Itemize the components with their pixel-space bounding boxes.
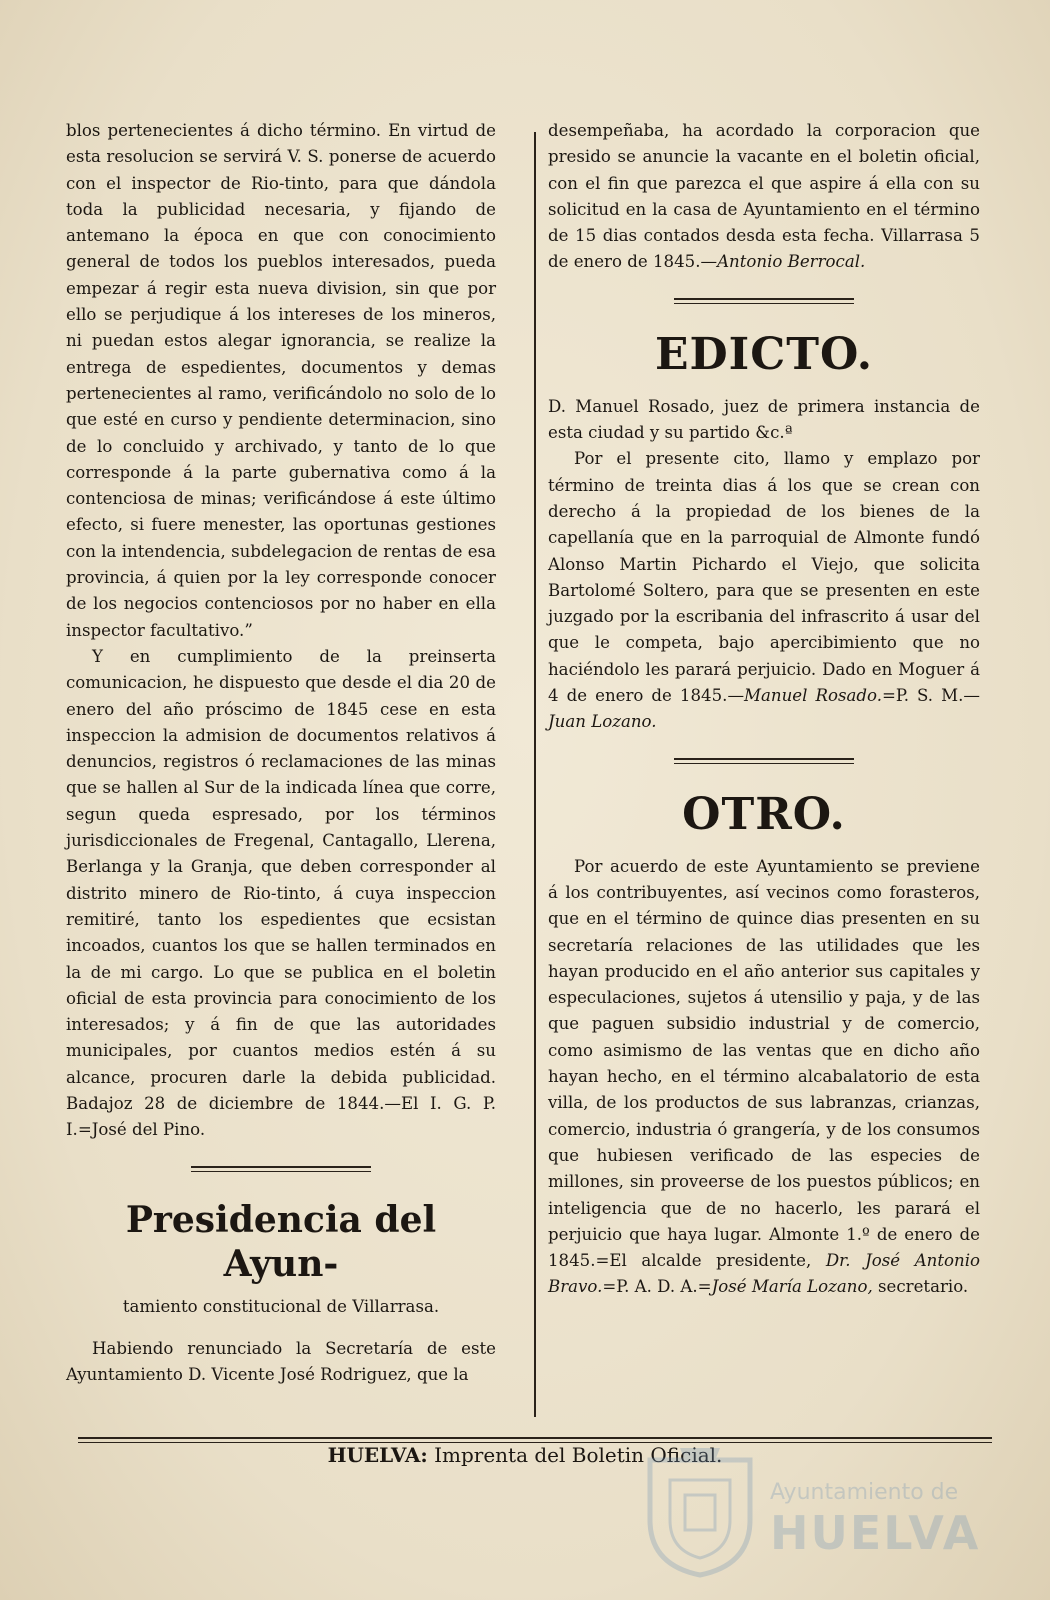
section-separator: [191, 1166, 371, 1172]
watermark-logo: [640, 1440, 980, 1580]
imprint-press: Imprenta del Boletin Oficial.: [434, 1443, 723, 1467]
edicto-intro: D. Manuel Rosado, juez de primera instancia de esta ciudad y su partido &c.ª: [548, 396, 980, 443]
watermark-line-2: HUELVA: [770, 1506, 981, 1560]
signature-berrocal: Antonio Berrocal.: [717, 252, 866, 272]
right-column: [548, 118, 980, 1301]
signature-maria-lozano: José María Lozano,: [711, 1277, 873, 1297]
signature-bravo: Dr. José Antonio Bravo.: [548, 1251, 981, 1297]
column-divider: [534, 132, 536, 1417]
right-paragraph-1: [548, 118, 980, 276]
section-heading-presidencia: Presidencia del Ayun-: [125, 1198, 437, 1285]
otro-title: OTRO.: [682, 788, 846, 840]
coat-of-arms-icon: [640, 1440, 760, 1580]
edicto-sig-mid: =P. S. M.—: [881, 686, 980, 706]
otro-sig-mid: =P. A. D. A.=: [602, 1277, 712, 1297]
otro-body: [548, 854, 980, 1301]
section-separator: [674, 298, 854, 304]
left-column: [66, 118, 496, 1388]
left-paragraph-2: Y en cumplimiento de la preinserta comunicacion, he dispuesto que desde el dia 20 de enero del año próscimo de 1845 cese en esta inspeccion la admision de documentos relativos á denuncios, registros ó reclamaciones de las minas que se hallen al Sur de la indicada línea que corre, segun queda espresado, por los términos jurisdiccionales de Fregenal, Cantagallo, Llerena, Berlanga y la Granja, que deben corresponder al distrito minero de Rio-tinto, á cuya inspeccion remitiré, tanto los espedientes que ecsistan incoados, cuantos los que se hallen terminados en la de mi cargo. Lo que se publica en el boletin oficial de esta provincia para conocimiento de los interesados; y á fin de que las autoridades municipales, por cuantos medios estén á su alcance, procuren darle la debida publicidad. Badajoz 28 de diciembre de 1844.—El I. G. P. I.=José del Pino.: [66, 646, 496, 1140]
signature-lozano: Juan Lozano.: [548, 712, 657, 732]
otro-sig-role: secretario.: [878, 1277, 969, 1297]
left-paragraph-1: blos pertenecientes á dicho término. En virtud de esta resolucion se servirá V. S. ponerse de acuerdo con el inspector de Rio-tinto, para que dándola toda la publicidad necesaria, y fijando de antemano la época en que con conocimiento general de todos los pueblos interesados, pueda empezar á regir esta nueva division, sin que por ello se perjudique á los intereses de los mineros, ni puedan estos alegar ignorancia, se realize la entrega de espedientes, documentos y demas pertenecientes al ramo, verificándolo no solo de lo que esté en curso y pendiente determinacion, sino de lo concluido y archivado, y tanto de lo que corresponde á la parte gubernativa como á la contenciosa de minas; verificándose á este último efecto, si fuere menester, las oportunas gestiones con la intendencia, subdelegacion de rentas de esa provincia, á quien por la ley corresponde conocer de los negocios contenciosos por no haber en ella inspector facultativo.”: [66, 121, 496, 640]
watermark-line-1: Ayuntamiento de: [770, 1480, 959, 1505]
edicto-body: [548, 446, 980, 735]
imprint-city: HUELVA:: [327, 1443, 428, 1467]
edicto-body-text: Por el presente cito, llamo y emplazo por término de treinta dias á los que se crean con derecho á la propiedad de los bienes de la capellanía que en la parroquial de Almonte fundó Alonso Martin Pichardo el Viejo, que solicita Bartolomé Soltero, para que se presenten en este juzgado por la escribania del infrascrito á usar del que le competa, bajo apercibimiento que no haciéndolo les parará perjuicio. Dado en Moguer á 4 de enero de 1845.—: [548, 449, 980, 706]
right-paragraph-1-text: desempeñaba, ha acordado la corporacion que presido se anuncie la vacante en el boletin oficial, con el fin que parezca el que aspire á ella con su solicitud en la casa de Ayuntamiento en el término de 15 dias contados desda esta fecha. Villarrasa 5 de enero de 1845.—: [548, 121, 980, 272]
section-separator: [674, 758, 854, 764]
left-paragraph-3: Habiendo renunciado la Secretaría de este Ayuntamiento D. Vicente José Rodriguez, que la: [66, 1338, 496, 1385]
signature-rosado: Manuel Rosado.: [744, 686, 882, 706]
otro-body-text: Por acuerdo de este Ayuntamiento se previene á los contribuyentes, así vecinos como forasteros, que en el término de quince dias presenten en su secretaría relaciones de las utilidades que les hayan producido en el año anterior sus capitales y especulaciones, sujetos á utensilio y paja, y de las que paguen subsidio industrial y de comercio, como asimismo de las ventas que en dicho año hayan hecho, en el término alcabalatorio de esta villa, de los productos de sus labranzas, crianzas, comercio, industria ó grangería, y de los consumos que hubiesen verificado de las especies de millones, sin proveerse de los puestos públicos; en inteligencia que de no hacerlo, les parará el perjuicio que haya lugar. Almonte 1.º de enero de 1845.=El alcalde presidente,: [548, 856, 980, 1271]
section-subheading: tamiento constitucional de Villarrasa.: [122, 1296, 440, 1316]
edicto-title: EDICTO.: [654, 328, 874, 380]
